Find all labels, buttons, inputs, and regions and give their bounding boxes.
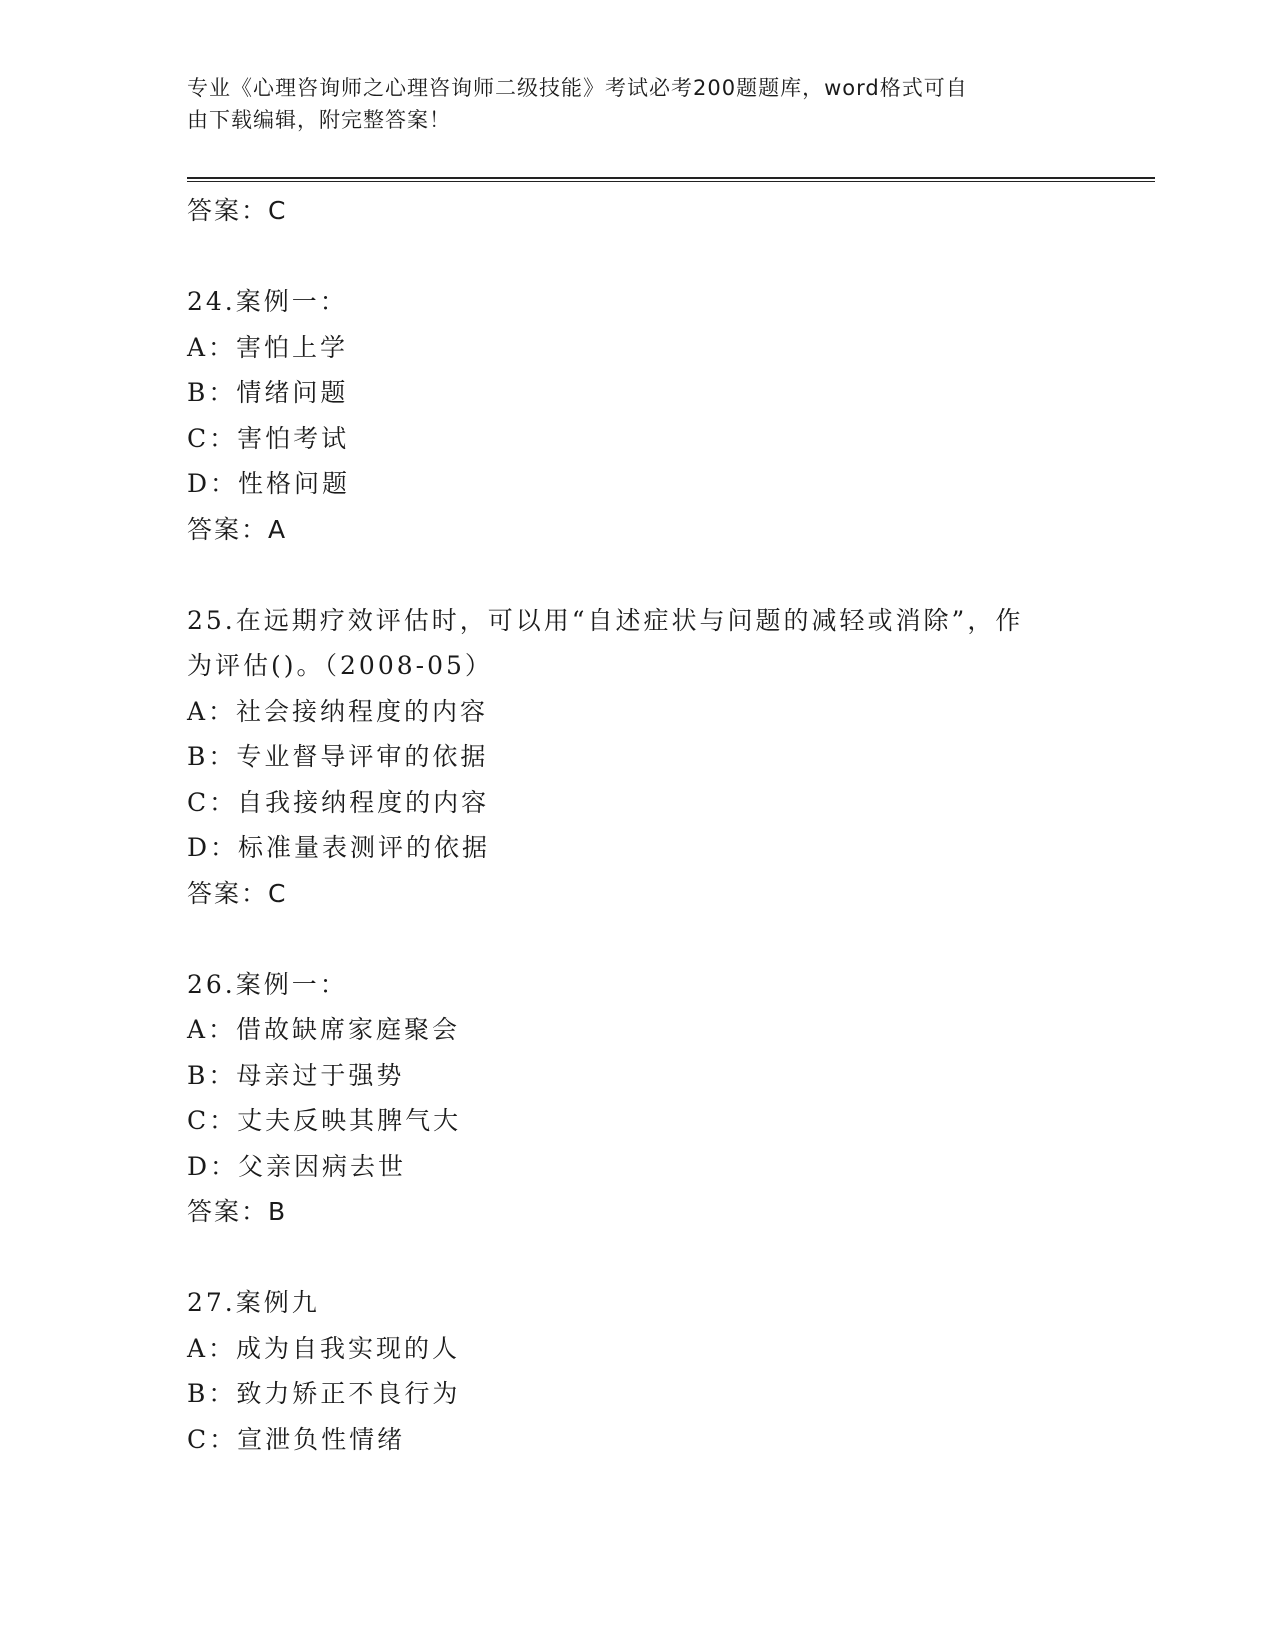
option-c: C：宣泄负性情绪 <box>187 1424 406 1454</box>
question-block-26 <box>187 962 1087 1235</box>
question-block-25 <box>187 598 1087 917</box>
header-rule-top <box>187 177 1155 179</box>
question-stem-continued: 为评估()。（2008-05） <box>187 651 493 680</box>
question-stem: 24.案例一： <box>187 287 348 316</box>
option-a: A：借故缺席家庭聚会 <box>187 1015 461 1044</box>
option-a: A：成为自我实现的人 <box>187 1333 461 1363</box>
question-list <box>187 188 1087 1462</box>
option-d: D：标准量表测评的依据 <box>187 833 491 862</box>
answer-line: 答案：C <box>187 878 288 908</box>
header-rule-bottom <box>187 181 1155 182</box>
option-c: C：自我接纳程度的内容 <box>187 787 490 817</box>
question-block-27 <box>187 1280 1087 1462</box>
option-b: B：致力矫正不良行为 <box>187 1379 461 1408</box>
spacer <box>187 552 1087 598</box>
question-stem: 27.案例九 <box>187 1288 320 1317</box>
option-d: D：父亲因病去世 <box>187 1151 407 1181</box>
spacer <box>187 1235 1087 1281</box>
option-b: B：情绪问题 <box>187 378 349 407</box>
header-line-1: 专业《心理咨询师之心理咨询师二级技能》考试必考200题题库，word格式可自 <box>187 76 968 100</box>
question-block-24 <box>187 279 1087 552</box>
answer-line: 答案：A <box>187 514 288 544</box>
question-stem: 26.案例一： <box>187 969 348 999</box>
question-stem: 25.在远期疗效评估时，可以用“自述症状与问题的减轻或消除”，作 <box>187 605 1024 635</box>
option-d: D：性格问题 <box>187 469 351 498</box>
option-a: A：害怕上学 <box>187 332 349 362</box>
spacer <box>187 234 1087 280</box>
option-a: A：社会接纳程度的内容 <box>187 696 489 726</box>
header-line-2: 由下载编辑，附完整答案！ <box>187 108 451 132</box>
spacer <box>187 916 1087 962</box>
page-header <box>187 72 1087 136</box>
option-b: B：母亲过于强势 <box>187 1060 405 1090</box>
option-b: B：专业督导评审的依据 <box>187 742 489 771</box>
previous-answer: 答案：C <box>187 196 288 225</box>
option-c: C：丈夫反映其脾气大 <box>187 1106 462 1135</box>
answer-line: 答案：B <box>187 1197 288 1226</box>
option-c: C：害怕考试 <box>187 423 350 453</box>
